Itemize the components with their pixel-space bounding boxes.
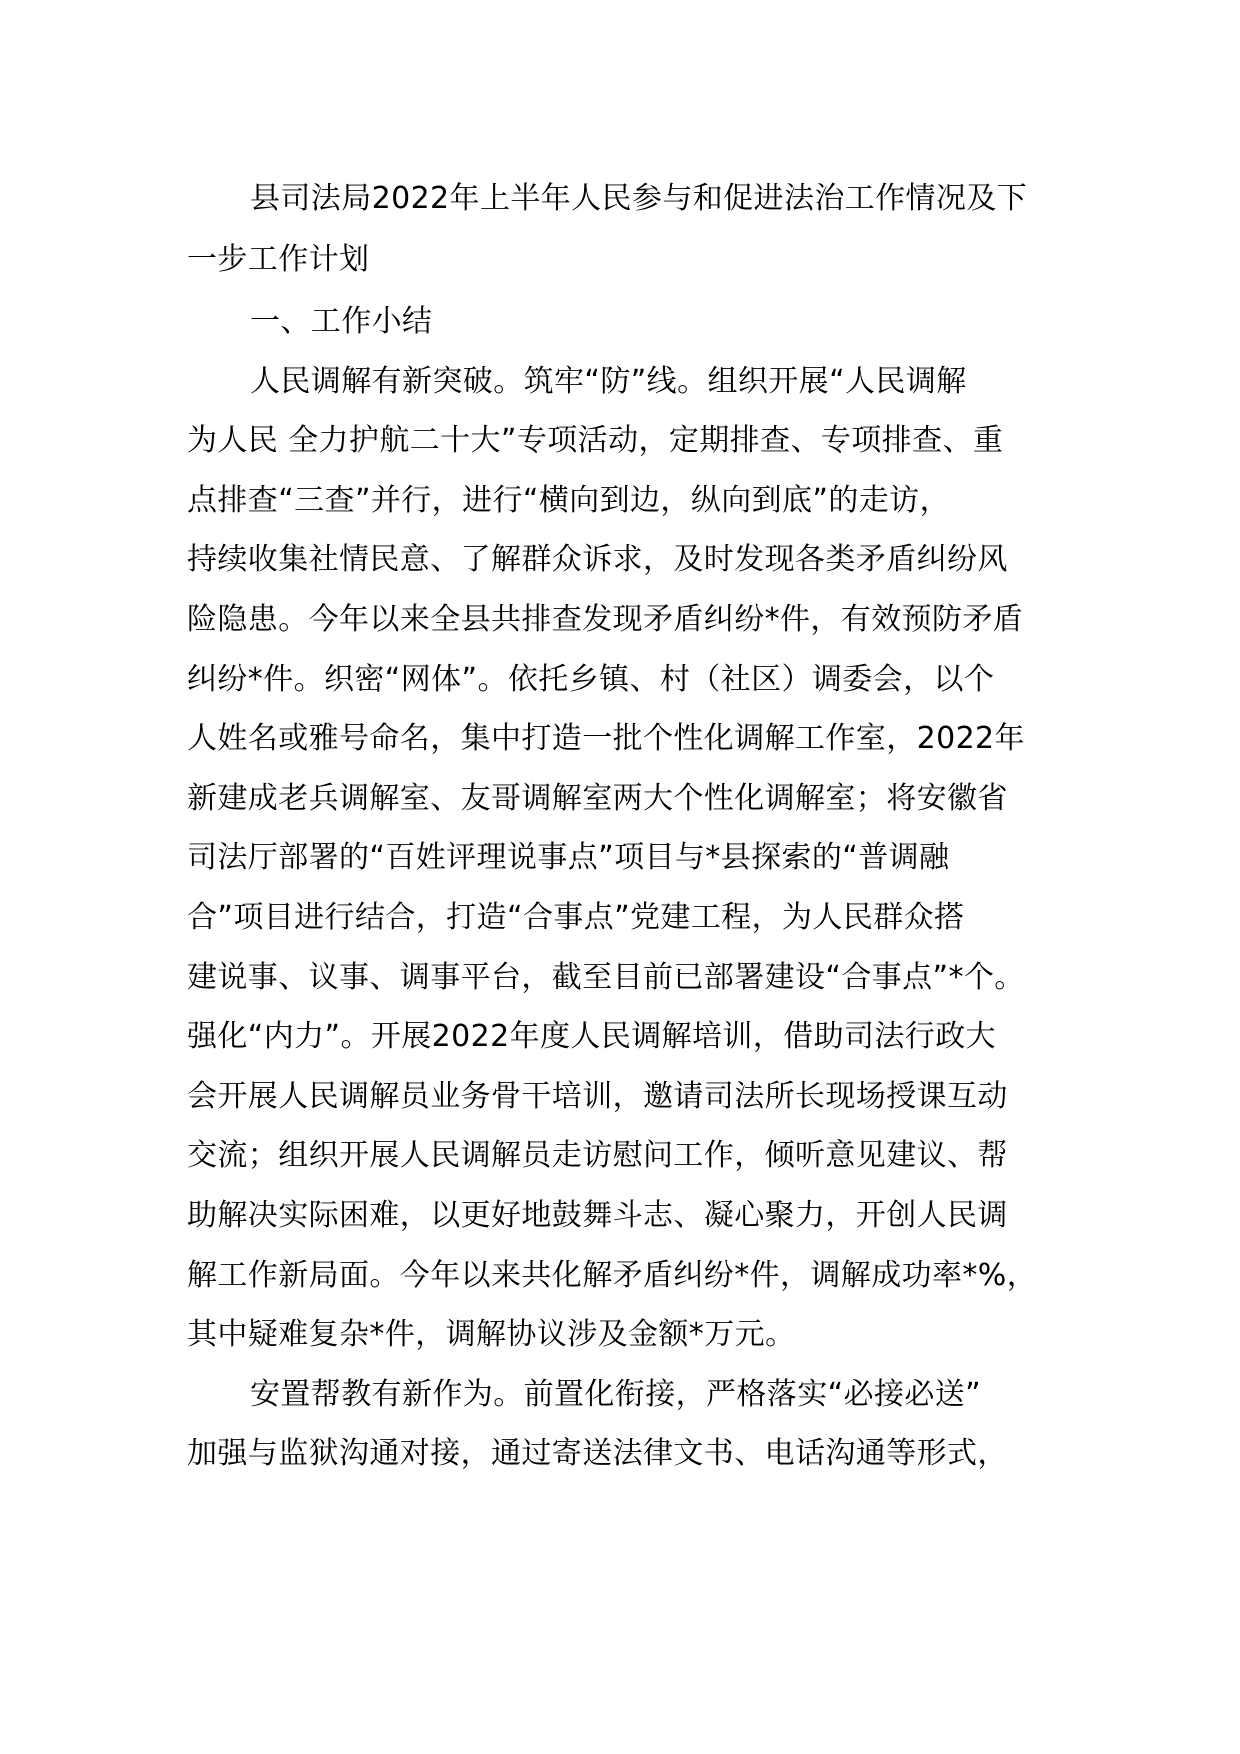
paragraph-line: 点排查“三查”并行，进行“横向到边，纵向到底”的走访，: [187, 483, 950, 518]
paragraph-line: 人姓名或雅号命名，集中打造一批个性化调解工作室，2022年: [187, 721, 1025, 756]
paragraph-line: 建说事、议事、调事平台，截至目前已部署建设“合事点”*个。: [187, 960, 1025, 995]
paragraph-line: 会开展人民调解员业务骨干培训，邀请司法所长现场授课互动: [187, 1079, 1008, 1114]
document-title-line-2: 一步工作计划: [187, 242, 370, 277]
paragraph-line: 交流；组织开展人民调解员走访慰问工作，倾听意见建议、帮: [187, 1138, 1008, 1173]
paragraph-line: 强化“内力”。开展2022年度人民调解培训，借助司法行政大: [187, 1019, 997, 1054]
paragraph-line: 人民调解有新突破。筑牢“防”线。组织开展“人民调解: [250, 364, 967, 399]
paragraph-line: 安置帮教有新作为。前置化衔接，严格落实“必接必送”: [250, 1377, 982, 1412]
document-title-line-1: 县司法局2022年上半年人民参与和促进法治工作情况及下: [250, 181, 1028, 216]
paragraph-line: 为人民 全力护航二十大”专项活动，定期排查、专项排查、重: [187, 423, 1004, 458]
paragraph-line: 助解决实际困难，以更好地鼓舞斗志、凝心聚力，开创人民调: [187, 1198, 1008, 1233]
paragraph-line: 解工作新局面。今年以来共化解矛盾纠纷*件，调解成功率*%，: [187, 1258, 1038, 1293]
paragraph-line: 司法厅部署的“百姓评理说事点”项目与*县探索的“普调融: [187, 840, 950, 875]
paragraph-line: 合”项目进行结合，打造“合事点”党建工程，为人民群众搭: [187, 900, 965, 935]
section-heading: 一、工作小结: [250, 304, 433, 339]
paragraph-line: 其中疑难复杂*件，调解协议涉及金额*万元。: [187, 1317, 796, 1352]
paragraph-line: 持续收集社情民意、了解群众诉求，及时发现各类矛盾纠纷风: [187, 542, 1008, 577]
paragraph-line: 加强与监狱沟通对接，通过寄送法律文书、电话沟通等形式，: [187, 1436, 1008, 1471]
paragraph-line: 险隐患。今年以来全县共排查发现矛盾纠纷*件，有效预防矛盾: [187, 602, 1024, 637]
paragraph-line: 新建成老兵调解室、友哥调解室两大个性化调解室；将安徽省: [187, 781, 1008, 816]
paragraph-line: 纠纷*件。织密“网体”。依托乡镇、村（社区）调委会，以个: [187, 662, 995, 697]
